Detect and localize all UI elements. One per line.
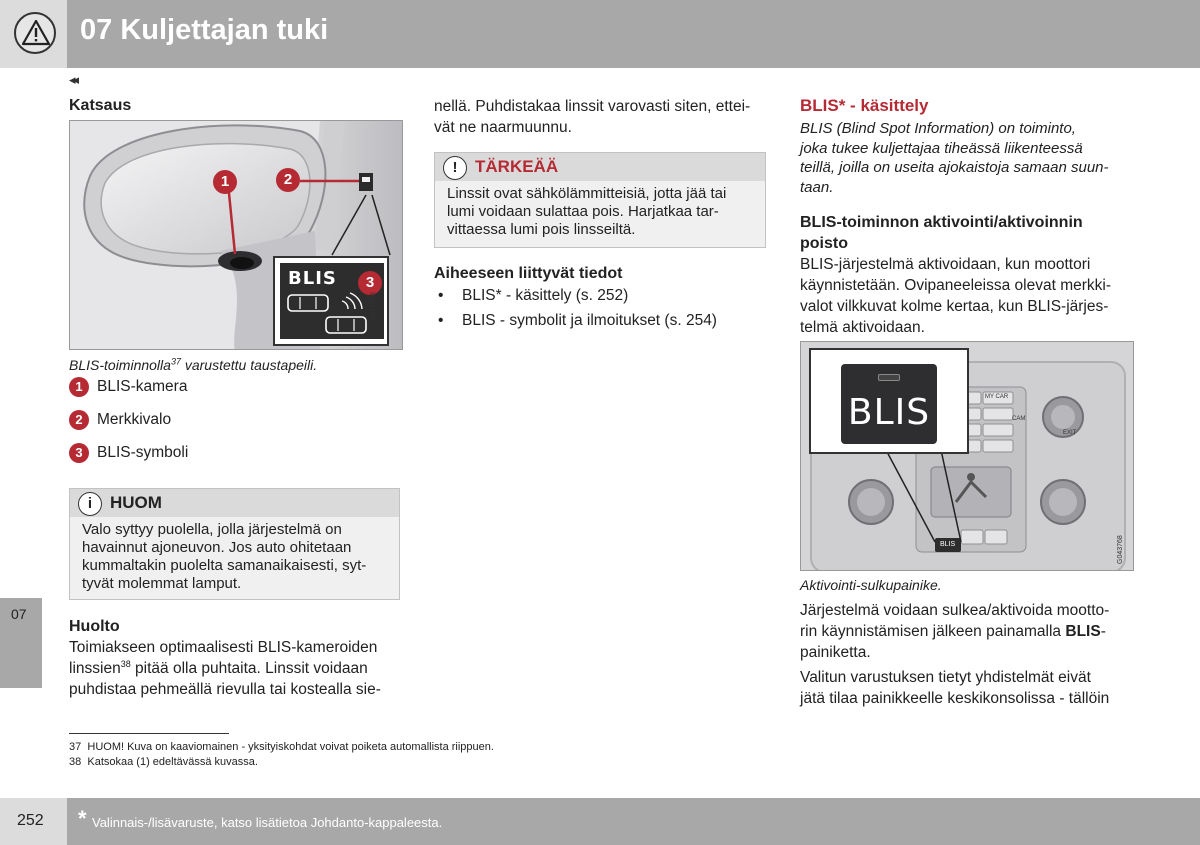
footnote-divider [69, 733, 229, 734]
console-figure [800, 341, 1134, 571]
chapter-side-tab-label: 07 [11, 606, 27, 622]
footnote-38: 38 Katsokaa (1) edeltävässä kuvassa. [69, 756, 258, 768]
console-figure-code: G043768 [1117, 535, 1124, 564]
important-line: Linssit ovat sähkölämmitteisiä, jotta jää tai [447, 185, 727, 202]
related-list [434, 285, 774, 331]
console-figure-caption: Aktivointi-sulkupainike. [800, 577, 942, 593]
footnote-37: 37 HUOM! Kuva on kaaviomainen - yksityiskohdat voivat poiketa automallista riippuen. [69, 741, 494, 753]
blis-cars-icon [286, 291, 378, 337]
exclamation-icon: ! [443, 156, 467, 180]
note-line: tyvät molemmat lamput. [82, 575, 242, 592]
key-cam: CAM [1012, 416, 1026, 422]
info-icon: i [78, 492, 102, 516]
note-line: Valo syttyy puolella, jolla järjestelmä on [82, 521, 342, 538]
figure-badge-2: 2 [276, 168, 300, 192]
important-line: vittaessa lumi pois linsseiltä. [447, 221, 636, 238]
related-link[interactable]: • BLIS* - käsittely (s. 252) [434, 285, 774, 306]
previous-page-arrows[interactable]: ◂◂ [69, 72, 77, 87]
figure-code: G021426 [370, 292, 377, 321]
chapter-side-tab[interactable] [0, 598, 42, 688]
maintenance-text: Toimiakseen optimaalisesti BLIS-kameroiden linssien$^{38}$ pitää olla puhtaita. Linssit voidaan puhdistaa pehmeällä rievulla tai kostealla sie- [69, 639, 381, 698]
small-blis-key-label: BLIS [940, 541, 956, 548]
legend-item-symbol: 3 BLIS-symboli [69, 443, 188, 463]
maintenance-continued: nellä. Puhdistakaa linssit varovasti siten, ettei- vät ne naarmuunnu. [434, 98, 751, 136]
footer-note: Valinnais-/lisävaruste, katso lisätietoa Johdanto-kappaleesta. [92, 815, 443, 830]
important-title: TÄRKEÄÄ [475, 157, 559, 176]
blis-button-label[interactable]: BLIS [847, 392, 931, 433]
blis-handling-heading: BLIS* - käsittely [800, 96, 929, 115]
blis-button-inset [809, 348, 969, 454]
related-link[interactable]: • BLIS - symbolit ja ilmoitukset (s. 254) [434, 310, 774, 331]
blis-symbol-text: BLIS [288, 268, 337, 289]
toggle-text: Järjestelmä voidaan sulkea/aktivoida mootto- rin käynnistämisen jälkeen painamalla BLIS- painiketta. [800, 602, 1110, 661]
activation-text: BLIS-järjestelmä aktivoidaan, kun moottori käynnistetään. Ovipaneeleissa olevat merkki- valot vilkkuvat kolme kertaa, kun BLIS-järjes- telmä aktivoidaan. [800, 256, 1112, 336]
important-line: lumi voidaan sulattaa pois. Harjatkaa tar- [447, 203, 719, 220]
note-box [69, 488, 400, 600]
figure-badge-3: 3 [358, 271, 382, 295]
chapter-title: 07 Kuljettajan tuki [80, 14, 329, 46]
page-number: 252 [17, 812, 44, 829]
note-line: kummaltakin puolelta samanaikaisesti, syt- [82, 557, 367, 574]
related-heading: Aiheeseen liittyvät tiedot [434, 265, 623, 282]
legend-item-camera: 1 BLIS-kamera [69, 377, 187, 397]
warning-triangle-icon [14, 12, 56, 54]
equipment-text: Valitun varustuksen tietyt yhdistelmät eivät jätä tilaa painikkeelle keskikonsolissa - tällöin [800, 669, 1110, 707]
mirror-figure [69, 120, 403, 350]
note-line: havainnut ajoneuvon. Jos auto ohitetaan [82, 539, 352, 556]
optional-star-icon: * [78, 806, 87, 831]
blis-intro: BLIS (Blind Spot Information) on toiminto, joka tukee kuljettajaa tiheässä liikenteessä teillä, joilla on useita ajokaistoja samaan suun- taan. [800, 120, 1109, 196]
important-box [434, 152, 766, 248]
legend-item-indicator: 2 Merkkivalo [69, 410, 171, 430]
activation-heading: BLIS-toiminnon aktivointi/aktivoinnin poisto [800, 214, 1083, 252]
maintenance-heading: Huolto [69, 618, 120, 635]
note-title: HUOM [110, 493, 162, 512]
key-exit: EXIT [1063, 430, 1077, 436]
blis-button-led [878, 374, 900, 381]
mirror-figure-caption: BLIS-toiminnolla$^{37}$ varustettu taustapeili. [69, 356, 318, 373]
key-mycar: MY CAR [985, 394, 1009, 400]
overview-heading: Katsaus [69, 97, 132, 114]
figure-badge-1: 1 [213, 170, 237, 194]
